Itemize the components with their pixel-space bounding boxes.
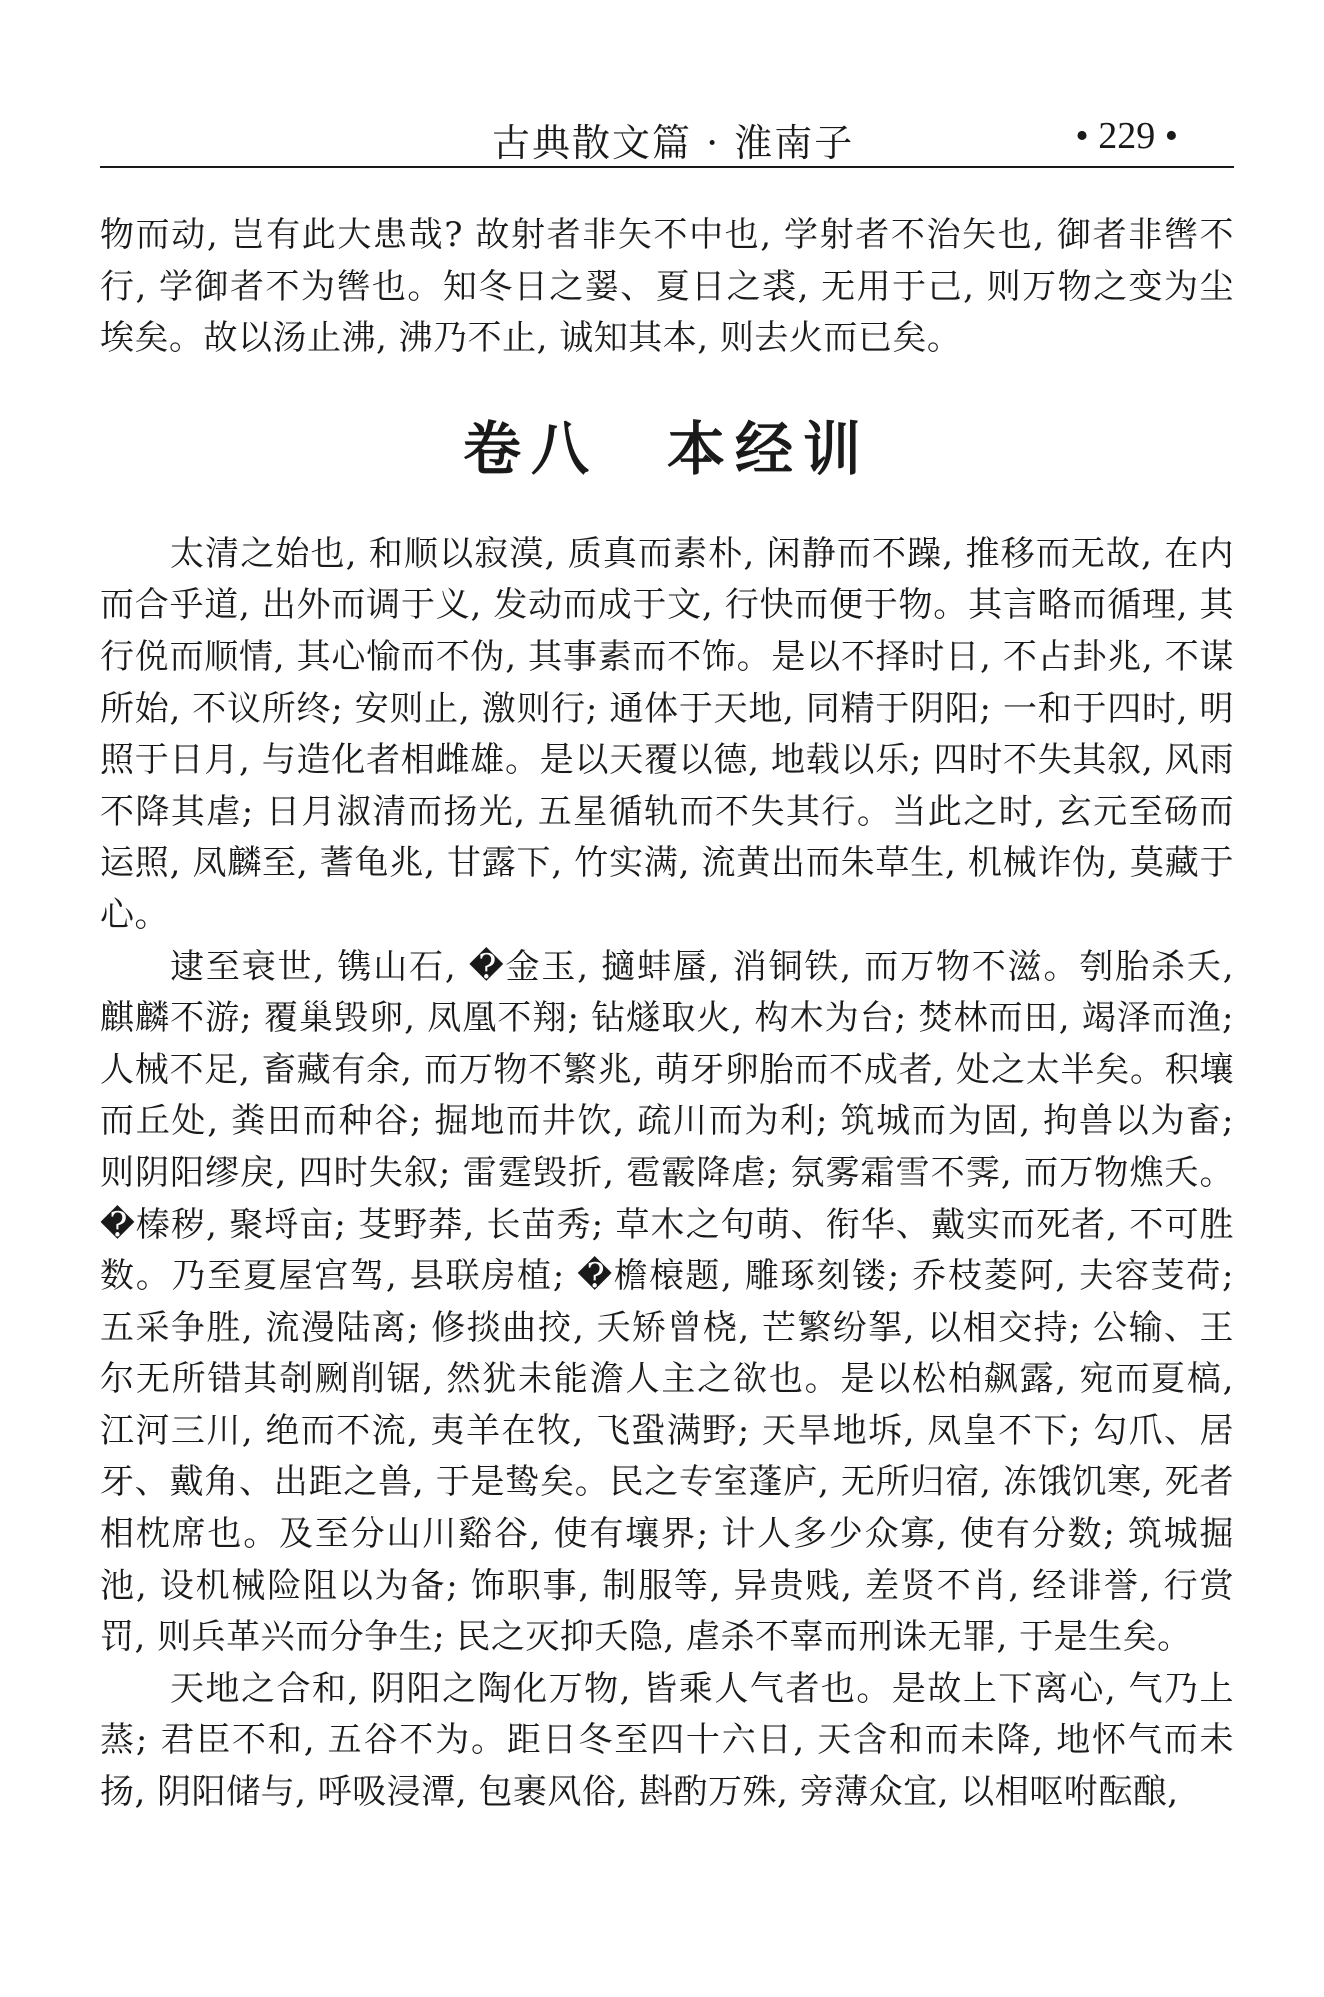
paragraph-taiqing: 太清之始也, 和顺以寂漠, 质真而素朴, 闲静而不躁, 推移而无故, 在内而合乎道, 出外而调于义, 发动而成于文, 行快而便于物。其言略而循理, 其行侻而顺情, 其心愉而不伪, 其事素而不饰。是以不择时日, 不占卦兆, 不谋所始, 不议所终; 安则止, 激则行; 通体于天地, 同精于阴阳; 一和于四时, 明照于日月, 与造化者相雌雄。是以天覆以德, 地载以乐; 四时不失其叙, 风雨不降其虐; 日月淑清而扬光, 五星循轨而不失其行。当此之时, 玄元至砀而运照, 凤麟至, 蓍龟兆, 甘露下, 竹实满, 流黄出而朱草生, 机械诈伪, 莫藏于心。 [100, 533, 1234, 935]
page-body [100, 210, 1234, 1819]
chapter-title: 卷八 本经训 [462, 414, 871, 483]
page-number: • 229 • [1075, 115, 1178, 157]
page-header [100, 92, 1234, 168]
paragraph-shuaishi: 逮至衰世, 镌山石, �金玉, 擿蚌蜃, 消铜铁, 而万物不滋。刳胎杀夭, 麒麟不游; 覆巢毁卵, 凤凰不翔; 钻燧取火, 构木为台; 焚林而田, 竭泽而渔; 人械不足, 畜藏有余, 而万物不繁兆, 萌牙卵胎而不成者, 处之太半矣。积壤而丘处, 粪田而种谷; 掘地而井饮, 疏川而为利; 筑城而为固, 拘兽以为畜; 则阴阳缪戾, 四时失叙; 雷霆毁折, 雹霰降虐; 氛雾霜雪不霁, 而万物燋夭。�榛秽, 聚埒亩; 芟野莽, 长苗秀; 草木之句萌、衔华、戴实而死者, 不可胜数。乃至夏屋宫驾, 县联房植; �檐榱题, 雕琢刻镂; 乔枝菱阿, 夫容芰荷; 五采争胜, 流漫陆离; 修掞曲挍, 夭矫曾桡, 芒繁纷挐, 以相交持; 公输、王尔无所错其剞劂削锯, 然犹未能澹人主之欲也。是以松柏飙露, 宛而夏槁, 江河三川, 绝而不流, 夷羊在牧, 飞蛩满野; 天旱地坼, 凤皇不下; 勾爪、居牙、戴角、出距之兽, 于是鸷矣。民之专室蓬庐, 无所归宿, 冻饿饥寒, 死者相枕席也。及至分山川谿谷, 使有壤界; 计人多少众寡, 使有分数; 筑城掘池, 设机械险阻以为备; 饰职事, 制服等, 异贵贱, 差贤不肖, 经诽誉, 行赏罚, 则兵革兴而分争生; 民之灭抑夭隐, 虐杀不辜而刑诛无罪, 于是生矣。 [100, 946, 1234, 1658]
continued-paragraph: 物而动, 岂有此大患哉? 故射者非矢不中也, 学射者不治矢也, 御者非辔不行, 学御者不为辔也。知冬日之翣、夏日之裘, 无用于己, 则万物之变为尘埃矣。故以汤止沸, 沸乃不止, 诚知其本, 则去火而已矣。 [100, 215, 1234, 359]
paragraph-tiandi: 天地之合和, 阴阳之陶化万物, 皆乘人气者也。是故上下离心, 气乃上蒸; 君臣不和, 五谷不为。距日冬至四十六日, 天含和而未降, 地怀气而未扬, 阴阳储与, 呼吸浸潭, 包裹风俗, 斟酌万殊, 旁薄众宜, 以相呕咐酝酿, [100, 1668, 1234, 1813]
running-head: 古典散文篇 · 淮南子 [492, 121, 855, 165]
